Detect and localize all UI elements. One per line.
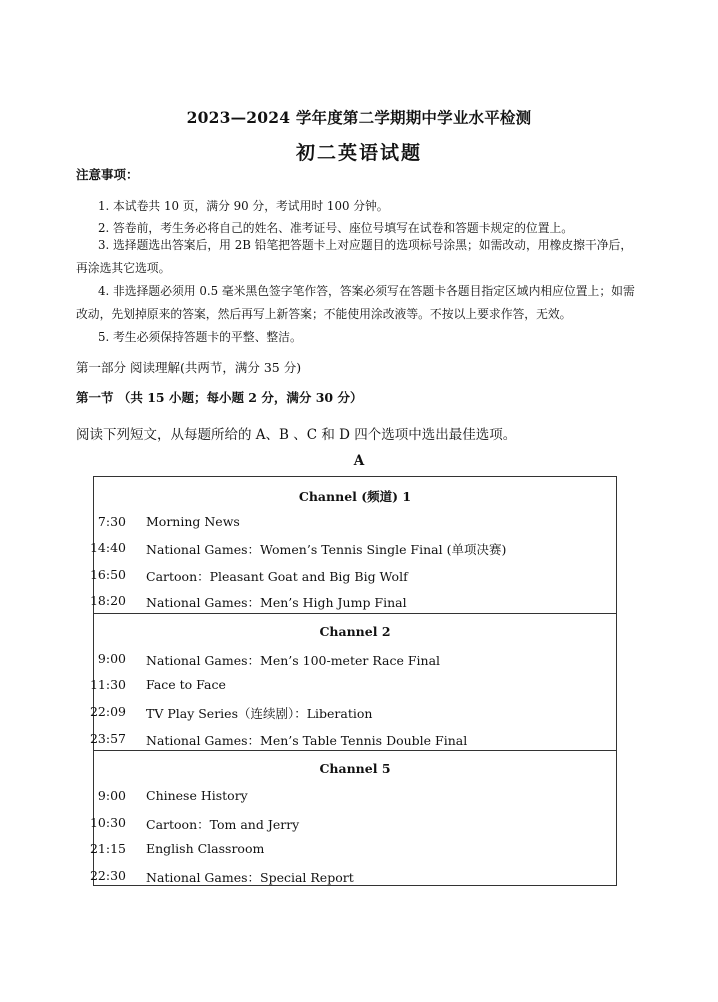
program-time: 21:15 — [89, 841, 126, 856]
program-time: 7:30 — [97, 514, 126, 529]
notice-line: 5. 考生必须保持答题卡的平整、整洁。 — [98, 330, 302, 344]
channel-block — [89, 750, 616, 886]
program-time: 10:30 — [89, 815, 126, 830]
program-name: TV Play Series（连续剧）：Liberation — [146, 706, 373, 721]
notice-line: 1. 本试卷共 10 页，满分 90 分，考试用时 100 分钟。 — [98, 199, 389, 213]
channel-title: Channel (频道) 1 — [298, 489, 412, 504]
notice-line: 改动，先划掉原来的答案，然后再写上新答案；不能使用涂改液等。不按以上要求作答，无效。 — [76, 307, 572, 321]
program-name: National Games：Men’s 100-meter Race Final — [146, 653, 441, 668]
program-name: National Games：Women’s Tennis Single Final (单项决赛) — [146, 542, 507, 557]
program-time: 22:09 — [89, 704, 126, 719]
instruction-text: 阅读下列短文，从每题所给的 A、B 、C 和 D 四个选项中选出最佳选项。 — [76, 427, 517, 443]
program-name: Face to Face — [146, 677, 226, 692]
channel-title: Channel 2 — [319, 624, 391, 639]
exam-title: 2023—2024 学年度第二学期期中学业水平检测 — [186, 108, 532, 127]
notice-line: 再涂选其它选项。 — [76, 261, 171, 275]
program-time: 11:30 — [89, 677, 126, 692]
program-name: Cartoon：Pleasant Goat and Big Big Wolf — [146, 569, 408, 584]
program-name: English Classroom — [146, 841, 265, 856]
program-time: 23:57 — [89, 731, 126, 746]
program-time: 9:00 — [97, 651, 126, 666]
program-name: National Games：Men’s Table Tennis Double Final — [146, 733, 468, 748]
exam-subtitle: 初二英语试题 — [295, 142, 422, 164]
program-time: 14:40 — [89, 540, 126, 555]
part-heading: 第一部分 阅读理解(共两节，满分 35 分) — [76, 360, 302, 375]
program-name: National Games：Special Report — [146, 870, 354, 885]
program-name: National Games：Men’s High Jump Final — [146, 595, 407, 610]
channel-title: Channel 5 — [319, 761, 391, 776]
notice-line: 2. 答卷前，考生务必将自己的姓名、准考证号、座位号填写在试卷和答题卡规定的位置上。 — [98, 221, 574, 235]
program-time: 22:30 — [89, 868, 126, 883]
program-name: Cartoon：Tom and Jerry — [146, 817, 300, 832]
program-name: Morning News — [146, 514, 240, 529]
program-time: 16:50 — [89, 567, 126, 582]
notice-line: 4. 非选择题必须用 0.5 毫米黑色签字笔作答，答案必须写在答题卡各题目指定区域内相应位置上；如需 — [98, 284, 635, 298]
passage-letter: A — [353, 453, 365, 469]
channel-block — [89, 477, 616, 613]
subsection-heading: 第一节 （共 15 小题；每小题 2 分，满分 30 分） — [76, 390, 363, 405]
tv-schedule-table — [89, 476, 617, 886]
channel-block — [89, 613, 616, 751]
notice-line: 3. 选择题选出答案后，用 2B 铅笔把答题卡上对应题目的选项标号涂黑；如需改动，用橡皮擦干净后， — [98, 238, 633, 252]
program-name: Chinese History — [146, 788, 248, 803]
program-time: 9:00 — [97, 788, 126, 803]
notice-heading: 注意事项： — [76, 167, 139, 182]
program-time: 18:20 — [89, 593, 126, 608]
